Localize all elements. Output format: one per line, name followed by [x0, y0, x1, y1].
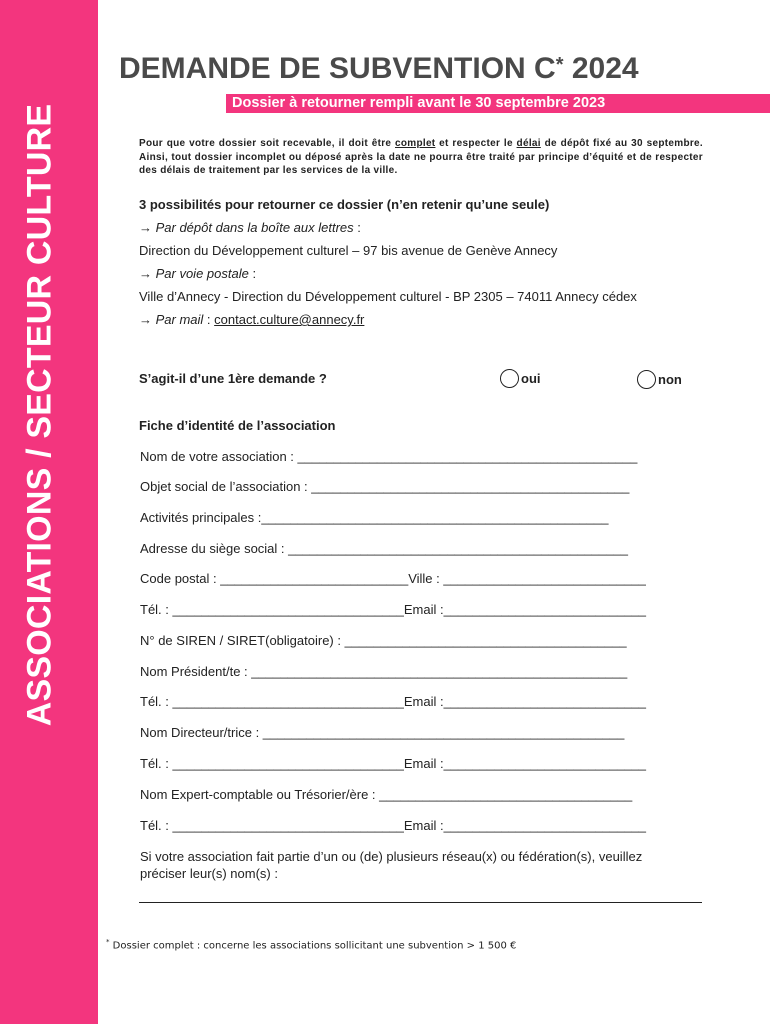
deadline-banner: Dossier à retourner rempli avant le 30 septembre 2023	[226, 94, 770, 113]
return-option-post-label: → Par voie postale	[139, 266, 249, 281]
radio-oui-label: oui	[521, 371, 541, 386]
field-tel-email-4[interactable]: Tél. : ________________________________Email :____________________________	[140, 818, 647, 833]
field-tel-email-1[interactable]: Tél. : ________________________________Email :____________________________	[140, 602, 647, 617]
intro-text-2: et respecter le	[435, 138, 517, 149]
title-year: 2024	[563, 52, 639, 85]
intro-text-3: de dépôt fixé au 30 septembre. Ainsi, tout dossier incomplet ou déposé après la date ne pourra être traité par principe d’équité et de respecter des délais de traitement par les services de la ville.	[139, 138, 703, 176]
field-activites[interactable]: Activités principales :________________________________________________	[140, 510, 609, 525]
network-answer-line[interactable]	[139, 902, 702, 903]
return-heading: 3 possibilités pour retourner ce dossier (n’en retenir qu’une seule)	[139, 197, 550, 212]
radio-oui[interactable]	[500, 369, 519, 388]
return-option-mail-label: → Par mail	[139, 312, 204, 327]
field-nom-president[interactable]: Nom Président/te : ____________________________________________________	[140, 664, 628, 679]
field-adresse-siege[interactable]: Adresse du siège social : _______________________________________________	[140, 541, 628, 556]
sidebar-banner	[0, 0, 98, 1024]
field-tel-email-2[interactable]: Tél. : ________________________________Email :____________________________	[140, 694, 647, 709]
return-option-mailbox-address: Direction du Développement culturel – 97 bis avenue de Genève Annecy	[139, 243, 558, 258]
field-code-postal-ville[interactable]: Code postal : __________________________Ville : ____________________________	[140, 571, 646, 586]
field-nom-association[interactable]: Nom de votre association : _______________________________________________	[140, 449, 638, 464]
title-text: DEMANDE DE SUBVENTION C	[119, 52, 556, 85]
field-nom-directeur[interactable]: Nom Directeur/trice : __________________________________________________	[140, 725, 625, 740]
return-option-post-colon: :	[248, 266, 257, 281]
sidebar-label: ASSOCIATIONS / SECTEUR CULTURE	[20, 103, 59, 727]
return-option-mail-colon: :	[203, 312, 215, 327]
intro-delai: délai	[516, 138, 541, 149]
contact-email-link[interactable]: contact.culture@annecy.fr	[214, 312, 365, 327]
title-asterisk: *	[555, 54, 564, 76]
field-objet-social[interactable]: Objet social de l’association : ____________________________________________	[140, 479, 630, 494]
field-tel-email-3[interactable]: Tél. : ________________________________Email :____________________________	[140, 756, 647, 771]
radio-non-label: non	[658, 372, 682, 387]
radio-non[interactable]	[637, 370, 656, 389]
return-option-post-address: Ville d’Annecy - Direction du Développement culturel - BP 2305 – 74011 Annecy cédex	[139, 289, 637, 304]
field-expert-comptable[interactable]: Nom Expert-comptable ou Trésorier/ère : ___________________________________	[140, 787, 633, 802]
first-request-question: S’agit-il d’une 1ère demande ?	[139, 371, 327, 386]
return-option-mailbox	[139, 220, 361, 235]
footnote-text: Dossier complet : concerne les associations sollicitant une subvention > 1 500 €	[109, 940, 517, 952]
intro-text-1: Pour que votre dossier soit recevable, il doit être	[139, 138, 395, 149]
return-option-mailbox-label: → Par dépôt dans la boîte aux lettres	[139, 220, 354, 235]
intro-complet: complet	[395, 138, 436, 149]
network-question-line1: Si votre association fait partie d’un ou (de) plusieurs réseau(x) ou fédération(s), veuillez	[140, 849, 643, 864]
return-option-mailbox-colon: :	[353, 220, 361, 235]
field-siren-siret[interactable]: N° de SIREN / SIRET(obligatoire) : _______________________________________	[140, 633, 627, 648]
footnote-mark: *	[106, 938, 110, 946]
return-option-mail	[139, 312, 364, 327]
return-option-post	[139, 266, 256, 281]
network-question-line2: préciser leur(s) nom(s) :	[140, 866, 278, 881]
intro-paragraph	[139, 137, 703, 178]
identity-heading: Fiche d’identité de l’association	[139, 418, 336, 433]
page-title	[119, 52, 639, 86]
footnote	[106, 938, 516, 951]
